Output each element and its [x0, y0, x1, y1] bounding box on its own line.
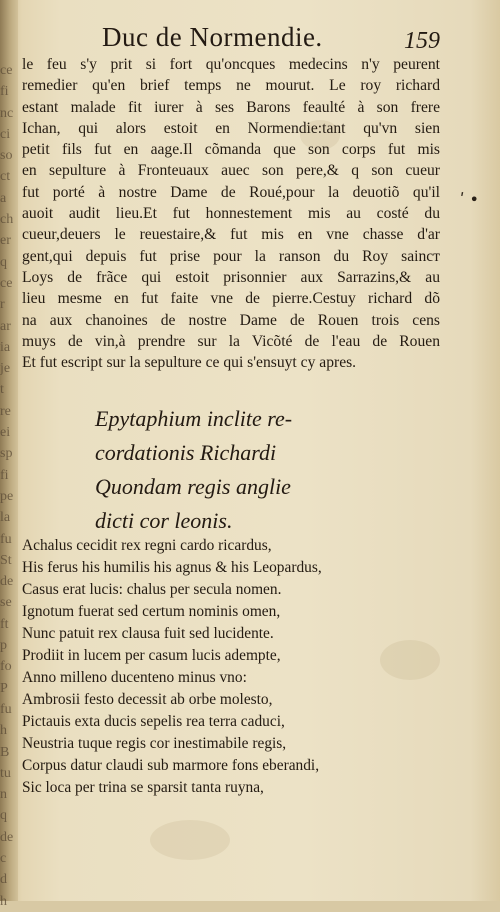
bleed-fragment: ar [0, 318, 11, 334]
bleed-fragment: re [0, 403, 11, 419]
bleed-fragment: er [0, 233, 11, 249]
bleed-fragment: fu [0, 701, 12, 717]
bleed-fragment: de [0, 829, 14, 845]
bleed-fragment: h [0, 723, 7, 739]
heading-line: cordationis Richardi [95, 440, 277, 465]
text-line: gent,qui depuis fut prise pour la ranson du Roy saincт [22, 247, 440, 265]
text-line: na aux chanoines de nostre Dame de Rouen trois cens [22, 311, 440, 329]
bleed-fragment: nc [0, 105, 14, 121]
epitaph-heading [95, 402, 292, 538]
verse-line: Corpus datur claudi sub marmore fons eberandi, [22, 757, 320, 774]
bleed-fragment: ei [0, 425, 11, 441]
bleed-fragment: de [0, 574, 14, 590]
bleed-fragment: r [0, 297, 5, 313]
heading-line: Epytaphium inclite re- [95, 406, 293, 431]
text-line: petit fils fut en aage.Il cõmanda que son corps fut mis [22, 141, 440, 159]
text-line: remedier qu'en brief temps ne mourut. Le roy richard [22, 77, 440, 95]
text-line: en sepulture à Fronteuaux auec son pere,& q son cueur [22, 162, 440, 180]
verse-line: Ambrosii festo decessit ab orbe molesto, [22, 691, 273, 708]
text-line: Loys de frãce qui estoit prisonnier aux Sarrazins,& au [22, 268, 440, 286]
bleed-fragment: P [0, 680, 8, 696]
text-line: lieu mesme en fut faite vne de pierre.Cestuy richard dõ [22, 290, 440, 308]
bleed-fragment: la [0, 510, 11, 526]
verse-line: Casus erat lucis: chalus per secula nomen. [22, 581, 282, 598]
text-line: le feu s'y prit si fort qu'oncques medecins n'y peurent [22, 56, 440, 73]
bleed-fragment: St [0, 552, 12, 568]
prose-block [22, 54, 440, 373]
paper-stain [150, 820, 230, 860]
bleed-fragment: fu [0, 531, 12, 547]
page-number: 159 [404, 28, 440, 54]
bleed-fragment: ch [0, 212, 14, 228]
verse-line: His ferus his humilis his agnus & his Leopardus, [22, 559, 322, 576]
heading-line: dicti cor leonis. [95, 508, 233, 533]
bleed-fragment: fo [0, 659, 12, 675]
bleed-fragment: pe [0, 488, 14, 504]
bleed-fragment: B [0, 744, 10, 760]
bleed-fragment: h [0, 893, 7, 909]
bleed-fragment: je [0, 361, 11, 377]
bleed-fragment: ce [0, 63, 13, 78]
verse-line: Anno milleno ducenteno minus vno: [22, 669, 247, 686]
verse-line: Achalus cecidit rex regni cardo ricardus, [22, 537, 272, 554]
bleed-fragment: p [0, 638, 7, 654]
bleed-fragment: sp [0, 446, 13, 462]
bleed-fragment: q [0, 254, 7, 270]
bleed-fragment: a [0, 190, 7, 206]
text-line: cueur,deuers le reuestaire,& fut mis en vne chasse d'ar [22, 226, 440, 244]
left-margin-bleed [0, 60, 17, 912]
bleed-fragment: d [0, 872, 7, 888]
bleed-fragment: tu [0, 765, 11, 781]
bleed-fragment: t [0, 382, 4, 398]
bleed-fragment: c [0, 850, 7, 866]
text-line: estant malade fit iurer à ses Barons feaulté à son frere [22, 98, 440, 116]
bleed-fragment: n [0, 787, 7, 803]
text-line: Ichan, qui alors estoit en Normendie:tant qu'vn sien [22, 119, 440, 137]
bleed-fragment: ce [0, 275, 13, 291]
verse-line: Nunc patuit rex clausa fuit sed lucidente. [22, 625, 274, 642]
verse-line: Neustria tuque regis cor inestimabile regis, [22, 735, 287, 752]
bleed-fragment: q [0, 808, 7, 824]
verse-line: Ignotum fuerat sed certum nominis omen, [22, 603, 281, 620]
heading-line: Quondam regis anglie [95, 474, 291, 499]
margin-mark: ʹ • [460, 190, 479, 209]
bleed-fragment: ci [0, 126, 11, 142]
text-line: fut porté à nostre Dame de Roué,pour la deuotiõ qu'il [22, 183, 440, 201]
bleed-fragment: ft [0, 616, 9, 632]
verse-line: Sic loca per trina se sparsit tanta ruyna, [22, 779, 264, 796]
epitaph-verse [22, 535, 422, 799]
bleed-fragment: fi [0, 84, 9, 100]
running-title: Duc de Normendie. [102, 22, 323, 52]
text-line: Et fut escript sur la sepulture ce qui s'ensuyt cy apres. [22, 354, 357, 372]
bleed-fragment: ia [0, 339, 11, 355]
bleed-fragment: ct [0, 169, 11, 185]
text-line: muys de vin,à prendre sur la Vicõté de l'eau de Rouen [22, 332, 440, 350]
page-header [92, 22, 442, 52]
verse-line: Prodiit in lucem per casum lucis adempte, [22, 647, 281, 664]
verse-line: Pictauis exta ducis sepelis rea terra caduci, [22, 713, 285, 730]
bleed-fragment: fi [0, 467, 9, 483]
bleed-fragment: se [0, 595, 12, 611]
text-line: auoit audit lieu.Et fut honnestement mis au costé du [22, 205, 440, 223]
bleed-fragment: so [0, 148, 13, 164]
